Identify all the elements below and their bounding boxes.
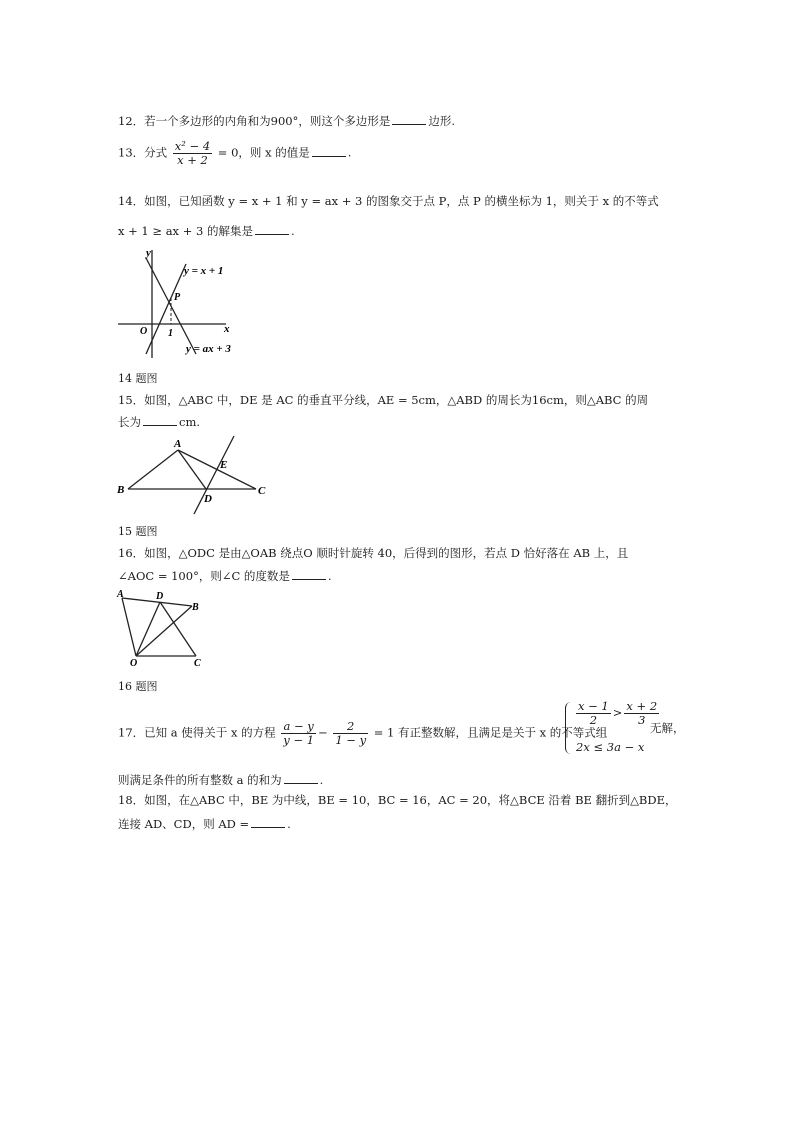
inequality-row-2: 2x ≤ 3a − x bbox=[576, 740, 645, 754]
answer-blank[interactable] bbox=[312, 144, 346, 157]
question-number: 14． bbox=[118, 194, 145, 208]
question-16-line1: 16．如图，△ODC 是由△OAB 绕点O 顺时针旋转 40，后得到的图形，若点 D 恰好落在 AB 上，且 bbox=[118, 546, 629, 560]
system-brace bbox=[565, 702, 572, 754]
label-x: x bbox=[224, 323, 230, 335]
answer-blank[interactable] bbox=[392, 112, 426, 125]
label-b: B bbox=[192, 602, 199, 613]
figure-15 bbox=[116, 432, 276, 518]
fraction: $\frac{2}{1 - y}$ bbox=[335, 719, 367, 747]
answer-blank[interactable] bbox=[292, 567, 326, 580]
answer-blank[interactable] bbox=[143, 413, 177, 426]
label-d: D bbox=[204, 493, 212, 505]
question-18-line2: 连接 AD、CD，则 AD = . bbox=[118, 817, 291, 831]
label-b: B bbox=[117, 484, 125, 496]
question-number: 15． bbox=[118, 393, 145, 407]
label-c: C bbox=[194, 658, 201, 669]
question-17-line2: 则满足条件的所有整数 a 的和为 . bbox=[118, 773, 324, 787]
question-number: 12． bbox=[118, 114, 145, 128]
label-a: A bbox=[117, 589, 124, 600]
figure-16 bbox=[116, 588, 216, 670]
answer-blank[interactable] bbox=[255, 222, 289, 235]
inequality-row-1: $\frac{x - 1}{2}$ > $\frac{x + 2}{3}$ bbox=[578, 699, 658, 727]
no-solution-text: 无解， bbox=[650, 721, 685, 735]
question-14-line2: x + 1 ≥ ax + 3 的解集是 . bbox=[118, 224, 295, 238]
label-line1: y = x + 1 bbox=[184, 265, 224, 277]
label-c: C bbox=[258, 485, 266, 497]
question-15-line2: 长为 cm. bbox=[118, 415, 201, 429]
question-17-line1: 17．已知 a 使得关于 x 的方程 $\frac{a - y}{y - 1}$ − $\frac{2}{1 - y}$ = 1 有正整数解，且满足是关于 x 的不等式组 bbox=[118, 719, 608, 747]
answer-blank[interactable] bbox=[284, 771, 318, 784]
label-e: E bbox=[220, 459, 228, 471]
question-16-line2: ∠AOC = 100°，则∠C 的度数是 . bbox=[118, 569, 332, 583]
answer-blank[interactable] bbox=[251, 815, 285, 828]
label-a: A bbox=[174, 438, 182, 450]
fraction: $\frac{x + 2}{3}$ bbox=[626, 699, 658, 727]
caption-14: 14 题图 bbox=[118, 372, 158, 385]
question-13: 13．分式 $\frac{\text{x² − 4}}{x + 2}$ = 0，则 x 的值是 . bbox=[118, 139, 352, 167]
question-18-line1: 18．如图，在△ABC 中，BE 为中线，BE = 10，BC = 16，AC = 20，将△BCE 沿着 BE 翻折到△BDE， bbox=[118, 793, 677, 807]
caption-16: 16 题图 bbox=[118, 680, 158, 693]
question-number: 16． bbox=[118, 546, 145, 560]
label-1: 1 bbox=[168, 328, 173, 339]
fraction: $\frac{\text{x² − 4}}{x + 2}$ bbox=[174, 139, 211, 167]
figure-14 bbox=[116, 246, 256, 362]
label-o: O bbox=[130, 658, 138, 669]
label-y: y bbox=[146, 247, 151, 259]
caption-15: 15 题图 bbox=[118, 525, 158, 538]
question-15-line1: 15．如图，△ABC 中，DE 是 AC 的垂直平分线，AE = 5cm，△ABD 的周长为16cm，则△ABC 的周 bbox=[118, 393, 649, 407]
fraction: $\frac{a - y}{y - 1}$ bbox=[283, 719, 315, 747]
label-line2: y = ax + 3 bbox=[186, 343, 231, 355]
fraction: $\frac{x - 1}{2}$ bbox=[578, 699, 609, 727]
label-o: O bbox=[140, 326, 148, 337]
question-number: 17． bbox=[118, 725, 145, 740]
question-number: 13． bbox=[118, 145, 145, 160]
label-d: D bbox=[156, 591, 164, 602]
question-12: 12．若一个多边形的内角和为900°，则这个多边形是 边形. bbox=[118, 114, 455, 128]
question-14-line1: 14．如图，已知函数 y = x + 1 和 y = ax + 3 的图象交于点 P，点 P 的横坐标为 1，则关于 x 的不等式 bbox=[118, 194, 659, 208]
question-number: 18． bbox=[118, 793, 145, 807]
label-p: P bbox=[174, 292, 181, 303]
